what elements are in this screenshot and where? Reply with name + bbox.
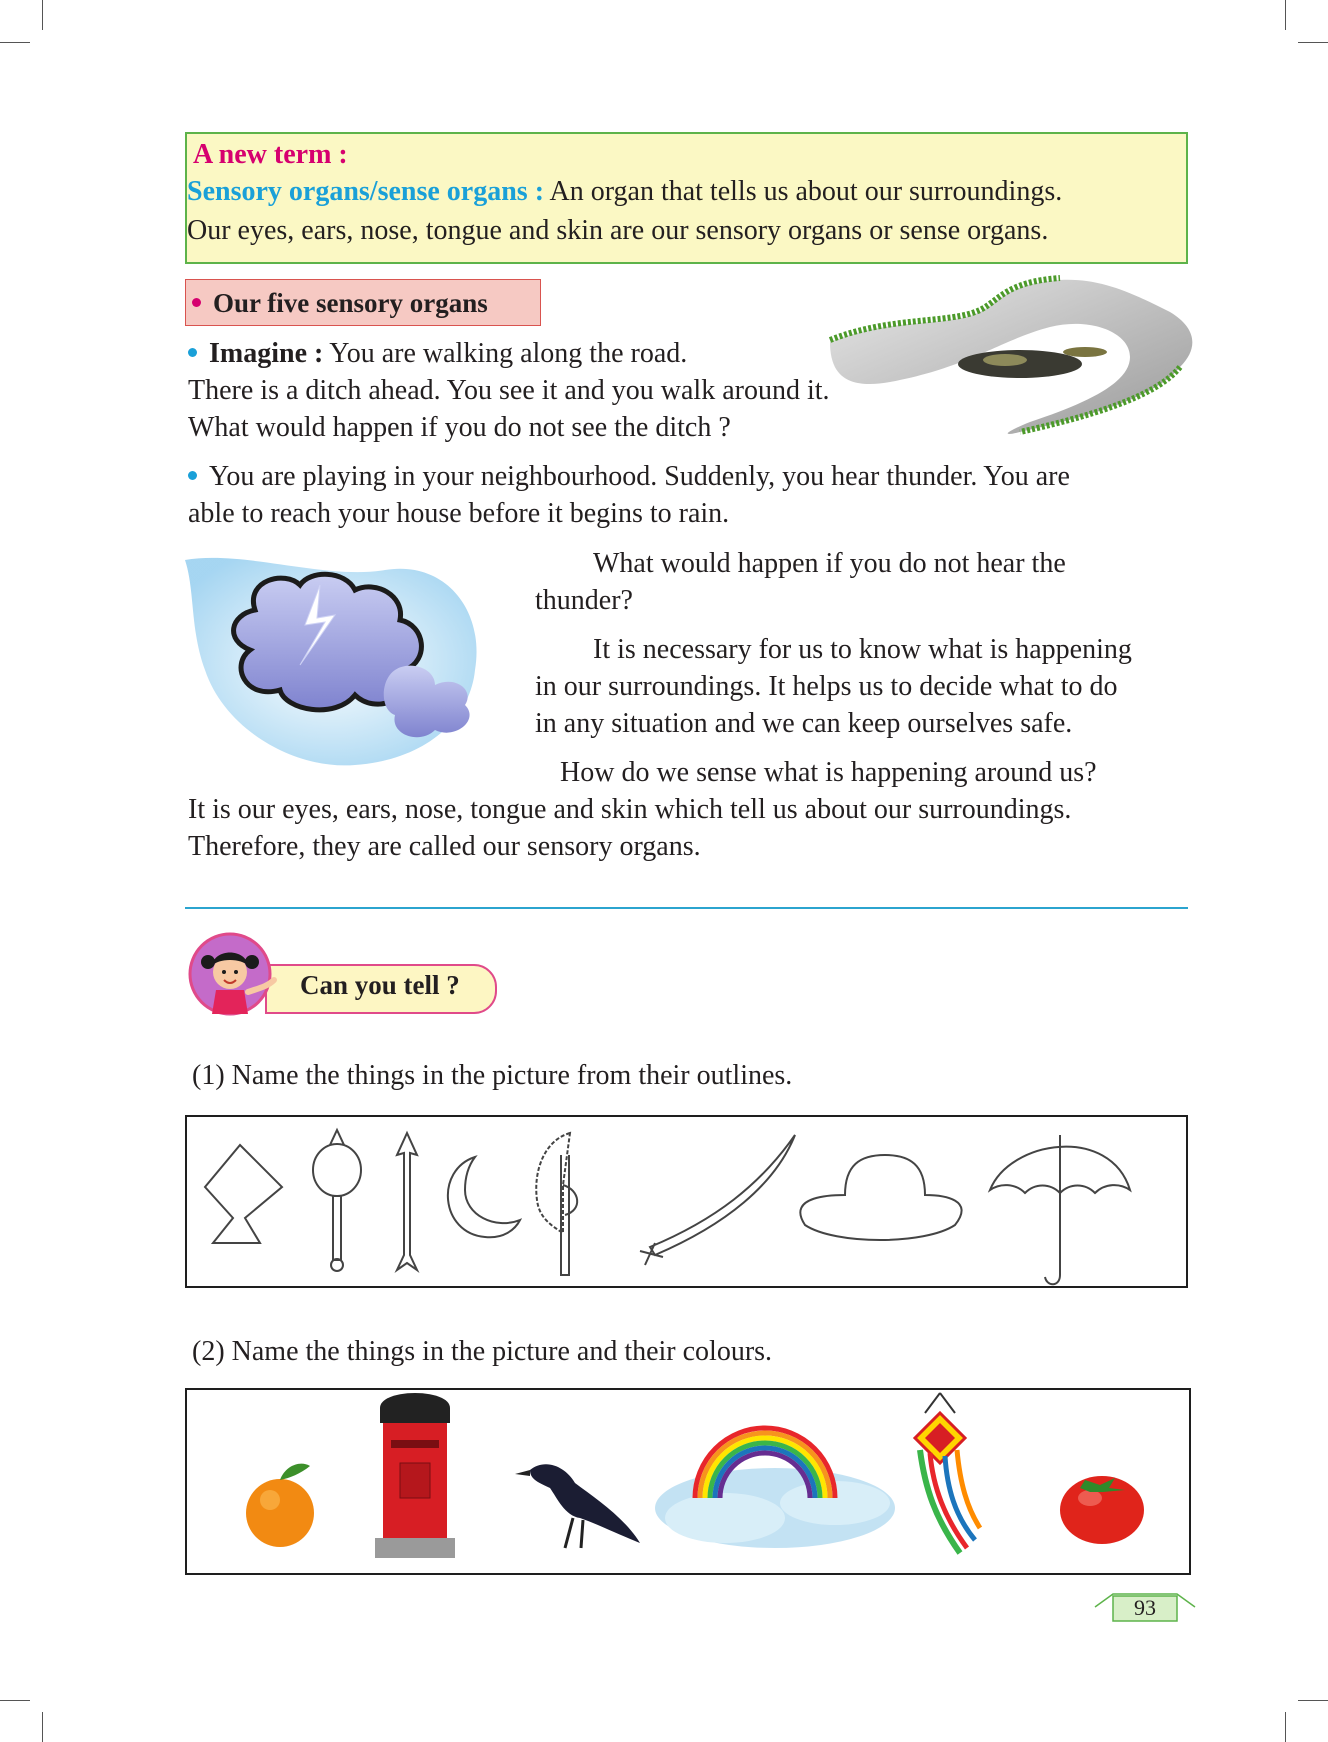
crop-mark [1298, 1700, 1328, 1701]
crop-mark [1285, 0, 1286, 30]
crop-mark [42, 0, 43, 30]
sword-outline-icon [640, 1135, 795, 1265]
lantern-icon [915, 1393, 980, 1553]
necessary-line1: It is necessary for us to know what is happening [593, 634, 1132, 665]
term-definition-line2: Our eyes, ears, nose, tongue and skin are our sensory organs or sense organs. [187, 215, 1049, 246]
how-line1: How do we sense what is happening around us? [560, 757, 1097, 788]
term-definition-line1: Sensory organs/sense organs : An organ that tells us about our surroundings. [187, 176, 1063, 207]
how-line2: It is our eyes, ears, nose, tongue and skin which tell us about our surroundings. [188, 794, 1072, 825]
page-number: 93 [1134, 1595, 1156, 1620]
can-you-tell-label: Can you tell ? [300, 970, 460, 1000]
bullet-icon [192, 298, 201, 307]
crop-mark [1285, 1712, 1286, 1742]
section-heading: Our five sensory organs [192, 285, 488, 322]
girl-avatar-icon [182, 930, 292, 1014]
crop-mark [0, 1700, 30, 1701]
imagine-line3: What would happen if you do not see the ditch ? [188, 412, 731, 443]
thunder-line2: able to reach your house before it begins to rain. [188, 498, 730, 529]
crop-mark [0, 42, 30, 43]
how-line3: Therefore, they are called our sensory organs. [188, 831, 701, 862]
necessary-line2: in our surroundings. It helps us to decide what to do [535, 671, 1118, 702]
arrow-outline-icon [397, 1133, 417, 1270]
umbrella-outline-icon [990, 1135, 1130, 1284]
hat-outline-icon [800, 1155, 961, 1240]
imagine-line1: Imagine : You are walking along the road. [188, 335, 687, 372]
question-2: (2) Name the things in the picture and their colours. [192, 1336, 773, 1367]
post-box-icon [375, 1393, 455, 1558]
new-term-heading: A new term : [193, 139, 348, 170]
axe-outline-icon [536, 1133, 577, 1275]
section-divider [185, 907, 1188, 909]
question-1: (1) Name the things in the picture from their outlines. [192, 1060, 793, 1091]
thunder-line1: You are playing in your neighbourhood. Suddenly, you hear thunder. You are [188, 458, 1070, 495]
crop-mark [1298, 42, 1328, 43]
tomato-icon [1060, 1476, 1144, 1544]
bullet-icon [188, 348, 197, 357]
term-name: Sensory organs/sense organs : [187, 176, 545, 207]
crow-icon [515, 1464, 640, 1548]
orange-icon [246, 1464, 314, 1547]
imagine-line2: There is a ditch ahead. You see it and you walk around it. [188, 375, 830, 406]
question-line2: thunder? [535, 585, 633, 616]
rainbow-icon [655, 1428, 895, 1548]
necessary-line3: in any situation and we can keep ourselves safe. [535, 708, 1073, 739]
road-illustration [830, 272, 1210, 442]
bullet-icon [188, 471, 197, 480]
colours-picture [185, 1388, 1191, 1575]
mace-outline-icon [313, 1130, 361, 1271]
thunder-cloud-illustration [185, 550, 525, 770]
outlines-picture [185, 1115, 1188, 1288]
crop-mark [42, 1712, 43, 1742]
kite-outline-icon [205, 1145, 282, 1243]
crescent-moon-outline-icon [448, 1157, 520, 1237]
question-line1: What would happen if you do not hear the [593, 548, 1066, 579]
